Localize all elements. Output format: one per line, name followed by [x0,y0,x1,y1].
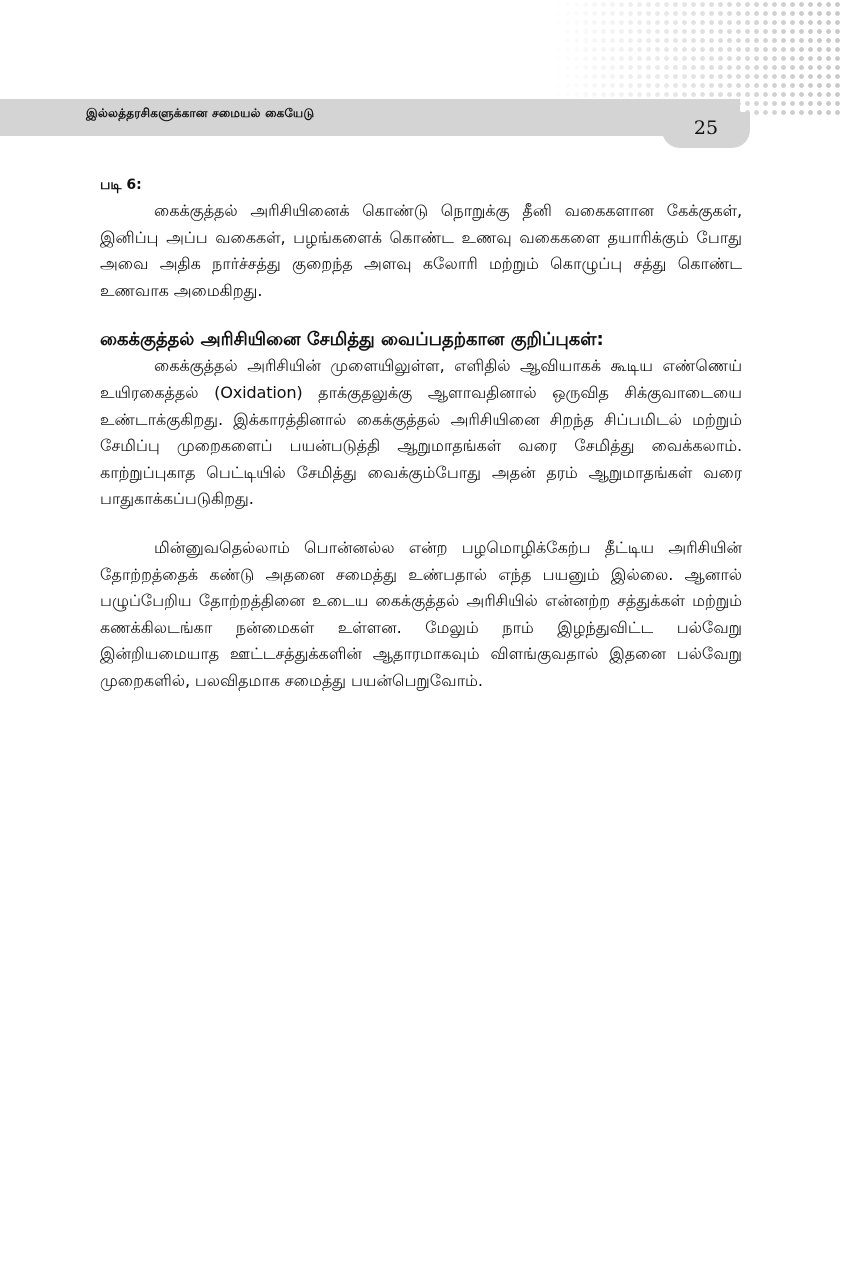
paragraph-storage: கைக்குத்தல் அரிசியின் முளையிலுள்ள, எளிதில் ஆவியாகக் கூடிய எண்ணெய் உயிரகைத்தல் (Oxidation) தாக்குதலுக்கு ஆளாவதினால் ஒருவித சிக்குவாடையை உண்டாக்குகிறது. இக்காரத்தினால் கைக்குத்தல் அரிசியினை சிறந்த சிப்பமிடல் மற்றும் சேமிப்பு முறைகளைப் பயன்படுத்தி ஆறுமாதங்கள் வரை சேமித்து வைக்கலாம். காற்றுப்புகாத பெட்டியில் சேமித்து வைக்கும்போது அதன் தரம் ஆறுமாதங்கள் வரை பாதுகாக்கப்படுகிறது. [100,356,742,509]
halftone-decoration [554,0,844,115]
running-header-title: இல்லத்தரசிகளுக்கான சமையல் கையேடு [86,106,315,120]
paragraph-step-6: கைக்குத்தல் அரிசியினைக் கொண்டு நொறுக்கு தீனி வகைகளான கேக்குகள், இனிப்பு அப்ப வகைகள், பழங்களைக் கொண்ட உணவு வகைகளை தயாரிக்கும் போது அவை அதிக நார்ச்சத்து குறைந்த அளவு கலோரி மற்றும் கொழுப்பு சத்து கொண்ட உணவாக அமைகிறது. [100,201,742,300]
page-body [100,172,742,695]
step-label: படி 6: [100,177,142,193]
section-heading-storage-tips: கைக்குத்தல் அரிசியினை சேமித்து வைப்பதற்கான குறிப்புகள்: [100,329,604,351]
page-number: 25 [693,117,719,139]
paragraph-benefits: மின்னுவதெல்லாம் பொன்னல்ல என்ற பழமொழிக்கேற்ப தீட்டிய அரிசியின் தோற்றத்தைக் கண்டு அதனை சமைத்து உண்பதால் எந்த பயனும் இல்லை. ஆனால் பழுப்பேறிய தோற்றத்தினை உடைய கைக்குத்தல் அரிசியில் என்னற்ற சத்துக்கள் மற்றும் கணக்கிலடங்கா நன்மைகள் உள்ளன. மேலும் நாம் இழந்துவிட்ட பல்வேறு இன்றியமையாத ஊட்டசத்துக்களின் ஆதாரமாகவும் விளங்குவதால் இதனை பல்வேறு முறைகளில், பலவிதமாக சமைத்து பயன்பெறுவோம். [100,537,742,690]
